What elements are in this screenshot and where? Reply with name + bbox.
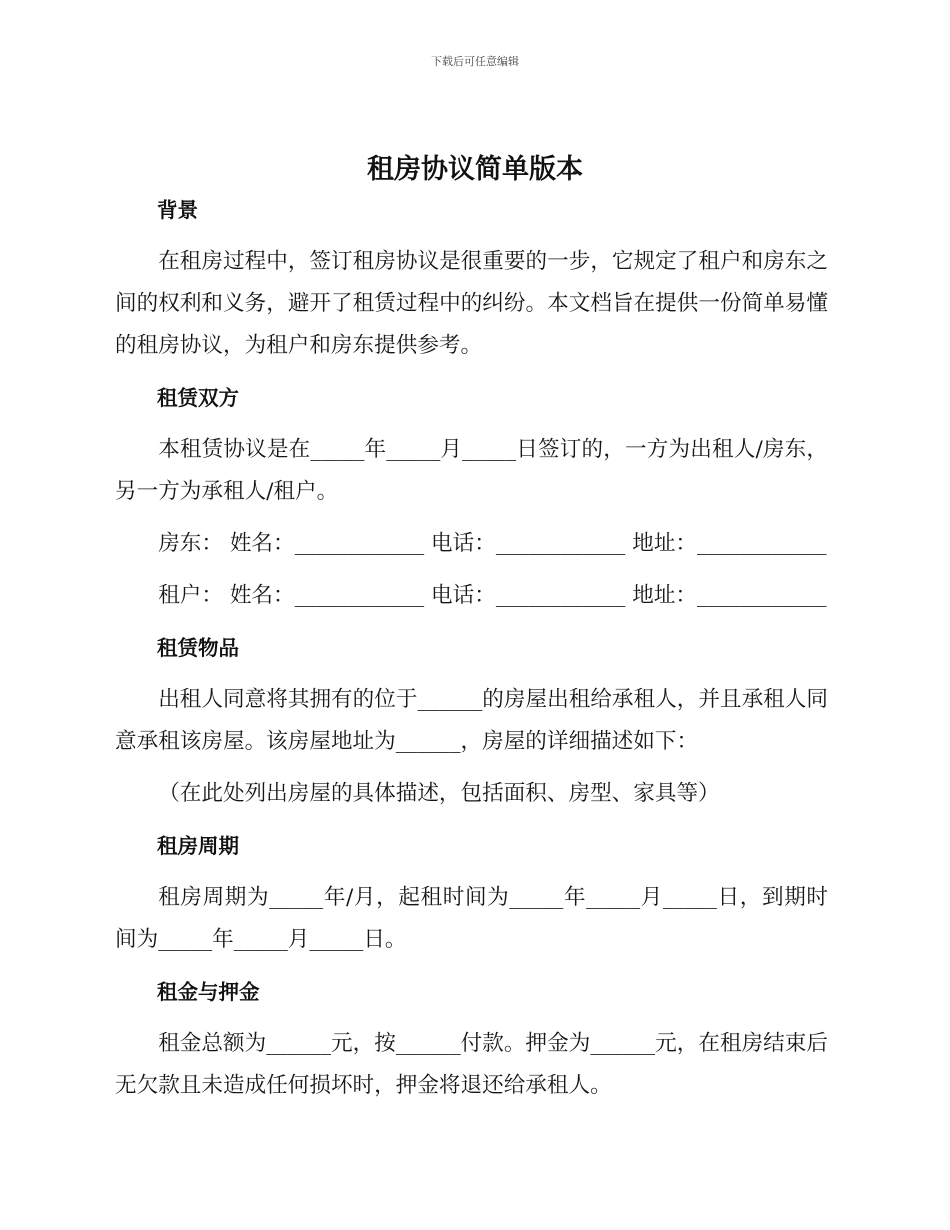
paragraph-line: 出租人同意将其拥有的位于______的房屋出租给承租人，并且承租人同: [158, 687, 828, 712]
section-heading-rent-deposit: 租金与押金: [157, 980, 260, 1004]
tenant-info-line: 租户： 姓名：____________ 电话：____________ 地址：____________: [158, 583, 827, 608]
landlord-info-line: 房东： 姓名：____________ 电话：____________ 地址：____________: [158, 531, 827, 556]
paragraph-line: 租金总额为______元，按______付款。押金为______元，在租房结束后: [158, 1031, 828, 1056]
page-header-note: 下载后可任意编辑: [431, 55, 519, 68]
tenant-info: [115, 575, 828, 617]
paragraph: [115, 679, 828, 763]
paragraph-line: 租房周期为_____年/月，起租时间为_____年_____月_____日，到期时: [158, 885, 828, 910]
landlord-info: [115, 523, 828, 565]
section-heading-background: 背景: [157, 198, 198, 222]
paragraph: [115, 241, 828, 367]
paragraph-line: 无欠款且未造成任何损坏时，押金将退还给承租人。: [115, 1073, 612, 1098]
paragraph: [115, 429, 828, 513]
paragraph-line: 本租赁协议是在_____年_____月_____日签订的，一方为出租人/房东，: [158, 437, 828, 462]
paragraph-line: 间的权利和义务，避开了租赁过程中的纠纷。本文档旨在提供一份简单易懂: [115, 291, 828, 316]
document-body: [115, 189, 828, 1117]
section-heading-property: 租赁物品: [157, 636, 239, 660]
section-heading-period: 租房周期: [157, 834, 239, 858]
paragraph-line: 间为_____年_____月_____日。: [115, 927, 407, 952]
paragraph-line: 意承租该房屋。该房屋地址为______，房屋的详细描述如下：: [115, 729, 699, 754]
paragraph-line: 在租房过程中，签订租房协议是很重要的一步，它规定了租户和房东之: [158, 249, 828, 274]
paragraph-line: 的租房协议，为租户和房东提供参考。: [115, 333, 483, 358]
paragraph-line: 另一方为承租人/租户。: [115, 479, 339, 504]
property-description-note: [115, 773, 828, 815]
document-title: 租房协议简单版本: [367, 154, 583, 185]
paragraph: [115, 1023, 828, 1107]
section-heading-parties: 租赁双方: [157, 386, 239, 410]
paragraph: [115, 877, 828, 961]
note-line: （在此处列出房屋的具体描述，包括面积、房型、家具等）: [158, 781, 720, 806]
